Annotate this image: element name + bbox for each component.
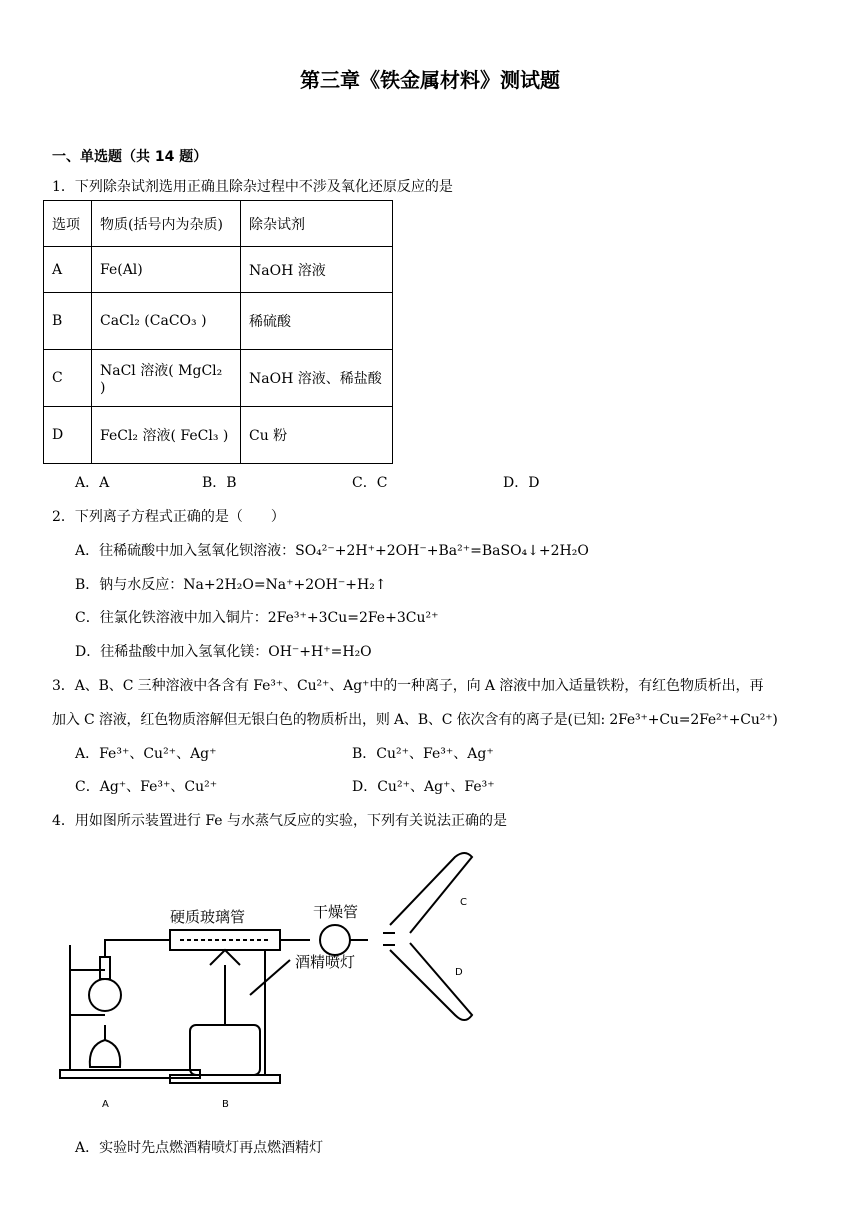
- table-cell: CaCl₂ (CaCO₃ ): [92, 293, 241, 350]
- section-heading: 一、单选题（共 14 题）: [52, 149, 208, 165]
- choice-c[interactable]: C．Ag⁺、Fe³⁺、Cu²⁺: [75, 779, 218, 795]
- table-cell: B: [44, 293, 92, 350]
- question-2-stem: 2．下列离子方程式正确的是（ ）: [52, 509, 285, 525]
- table-header-row: [44, 201, 393, 247]
- apparatus-figure: [50, 845, 490, 1115]
- choice-b[interactable]: B．钠与水反应：Na+2H₂O=Na⁺+2OH⁻+H₂↑: [75, 577, 387, 593]
- page-title: 第三章《铁金属材料》测试题: [300, 68, 560, 92]
- label-spirit-blowtorch: 酒精喷灯: [295, 953, 356, 971]
- table-cell: NaCl 溶液( MgCl₂ ): [92, 350, 241, 407]
- question-4-stem: 4．用如图所示装置进行 Fe 与水蒸气反应的实验，下列有关说法正确的是: [52, 813, 508, 829]
- table-cell: Fe(Al): [92, 247, 241, 293]
- choice-a[interactable]: A．Fe³⁺、Cu²⁺、Ag⁺: [75, 746, 217, 762]
- table-row: [44, 350, 393, 407]
- table-header-cell: 除杂试剂: [241, 201, 393, 247]
- label-d: D: [455, 967, 463, 978]
- table-cell: A: [44, 247, 92, 293]
- question-1-stem: 1．下列除杂试剂选用正确且除杂过程中不涉及氧化还原反应的是: [52, 179, 453, 195]
- alcohol-lamp: [90, 1040, 120, 1067]
- question-3-stem-line2: 加入 C 溶液，红色物质溶解但无银白色的物质析出，则 A、B、C 依次含有的离子是(已知: 2Fe³⁺+Cu=2Fe²⁺+Cu²⁺): [52, 712, 778, 728]
- table-cell: 稀硫酸: [241, 293, 393, 350]
- table-header-cell: 物质(括号内为杂质): [92, 201, 241, 247]
- table-row: [44, 407, 393, 464]
- choice-a[interactable]: A．A: [75, 475, 110, 491]
- drying-tube: [320, 925, 350, 955]
- test-tube-c: [390, 853, 472, 933]
- choice-c[interactable]: C．往氯化铁溶液中加入铜片：2Fe³⁺+3Cu=2Fe+3Cu²⁺: [75, 610, 439, 626]
- table-row: [44, 247, 393, 293]
- choice-a[interactable]: A．往稀硫酸中加入氢氧化钡溶液：SO₄²⁻+2H⁺+2OH⁻+Ba²⁺=BaSO₄↓+2H₂O: [75, 543, 589, 559]
- choice-d[interactable]: D．Cu²⁺、Ag⁺、Fe³⁺: [352, 779, 495, 795]
- table-cell: D: [44, 407, 92, 464]
- table-cell: NaOH 溶液、稀盐酸: [241, 350, 393, 407]
- choice-d[interactable]: D．往稀盐酸中加入氢氧化镁：OH⁻+H⁺=H₂O: [75, 644, 372, 660]
- table-cell: Cu 粉: [241, 407, 393, 464]
- label-b: B: [222, 1099, 229, 1110]
- flask: [89, 979, 121, 1011]
- label-a: A: [102, 1099, 109, 1110]
- table-cell: C: [44, 350, 92, 407]
- choice-a[interactable]: A．实验时先点燃酒精喷灯再点燃酒精灯: [75, 1140, 324, 1156]
- label-drying-tube: 干燥管: [313, 903, 359, 921]
- choice-c[interactable]: C．C: [352, 475, 388, 491]
- question-3-stem-line1: 3．A、B、C 三种溶液中各含有 Fe³⁺、Cu²⁺、Ag⁺中的一种离子，向 A 溶液中加入适量铁粉，有红色物质析出，再: [52, 678, 764, 694]
- table-cell: NaOH 溶液: [241, 247, 393, 293]
- choice-b[interactable]: B．Cu²⁺、Fe³⁺、Ag⁺: [352, 746, 494, 762]
- choice-b[interactable]: B．B: [202, 475, 237, 491]
- choice-d[interactable]: D．D: [503, 475, 540, 491]
- spirit-blowtorch: [190, 1025, 260, 1075]
- test-tube-d: [390, 943, 472, 1020]
- question-1-table: [43, 200, 393, 464]
- table-header-cell: 选项: [44, 201, 92, 247]
- table-row: [44, 293, 393, 350]
- table-cell: FeCl₂ 溶液( FeCl₃ ): [92, 407, 241, 464]
- label-hard-glass-tube: 硬质玻璃管: [170, 908, 246, 926]
- label-c: C: [460, 897, 467, 908]
